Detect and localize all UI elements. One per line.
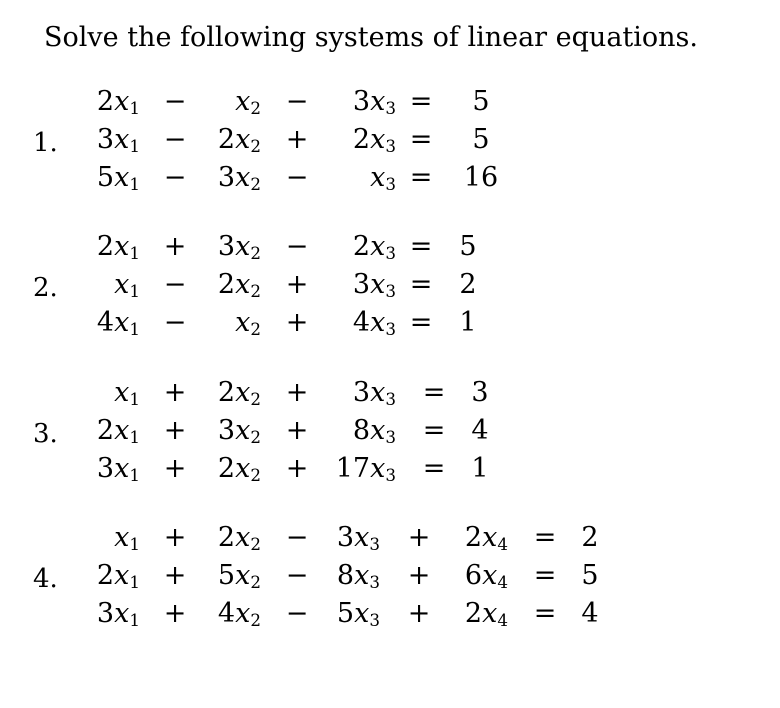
- equals-sign: =: [409, 86, 433, 117]
- term-3: [337, 522, 380, 553]
- coefficient: 3: [352, 269, 371, 300]
- term-3: [337, 560, 380, 591]
- variable: x: [235, 269, 251, 300]
- subscript: 3: [385, 465, 396, 486]
- subscript: 3: [385, 136, 396, 157]
- equals-sign: =: [409, 269, 433, 300]
- right-hand-side: 5: [472, 124, 490, 155]
- equation-row: [0, 373, 780, 413]
- operator: +: [285, 415, 309, 446]
- variable: x: [114, 377, 130, 408]
- equation-row: [0, 594, 780, 634]
- right-hand-side: 16: [463, 162, 499, 193]
- variable: x: [114, 231, 130, 262]
- variable: x: [235, 453, 251, 484]
- variable: x: [235, 377, 251, 408]
- subscript: 1: [129, 534, 140, 555]
- variable: x: [370, 86, 386, 117]
- variable: x: [235, 231, 251, 262]
- term-4: [465, 522, 508, 553]
- coefficient: 3: [352, 86, 371, 117]
- operator: +: [163, 453, 187, 484]
- variable: x: [370, 162, 386, 193]
- right-hand-side: 5: [581, 560, 599, 591]
- subscript: 2: [250, 281, 261, 302]
- term-1: [114, 269, 140, 300]
- subscript: 3: [369, 534, 380, 555]
- coefficient: 2: [96, 231, 115, 262]
- variable: x: [114, 598, 130, 629]
- subscript: 1: [129, 281, 140, 302]
- subscript: 4: [497, 610, 508, 631]
- subscript: 3: [385, 319, 396, 340]
- variable: x: [114, 162, 130, 193]
- term-3: [337, 598, 380, 629]
- operator: −: [163, 124, 187, 155]
- subscript: 1: [129, 174, 140, 195]
- variable: x: [370, 377, 386, 408]
- right-hand-side: 5: [472, 86, 490, 117]
- term-4: [465, 598, 508, 629]
- equals-sign: =: [422, 377, 446, 408]
- variable: x: [114, 522, 130, 553]
- term-4: [465, 560, 508, 591]
- coefficient: 2: [217, 522, 236, 553]
- operator: +: [285, 269, 309, 300]
- subscript: 1: [129, 243, 140, 264]
- coefficient: 2: [464, 598, 483, 629]
- coefficient: 5: [336, 598, 355, 629]
- term-1: [97, 124, 140, 155]
- equation-row: [0, 411, 780, 451]
- right-hand-side: 2: [459, 269, 477, 300]
- subscript: 2: [250, 610, 261, 631]
- operator: +: [163, 560, 187, 591]
- coefficient: 2: [96, 560, 115, 591]
- variable: x: [370, 231, 386, 262]
- term-2: [218, 560, 261, 591]
- subscript: 1: [129, 136, 140, 157]
- coefficient: 4: [96, 307, 115, 338]
- term-3: [353, 124, 396, 155]
- coefficient: 2: [217, 453, 236, 484]
- term-1: [97, 560, 140, 591]
- subscript: 2: [250, 98, 261, 119]
- equals-sign: =: [422, 453, 446, 484]
- variable: x: [235, 162, 251, 193]
- coefficient: 4: [352, 307, 371, 338]
- term-1: [114, 522, 140, 553]
- equals-sign: =: [409, 162, 433, 193]
- subscript: 2: [250, 174, 261, 195]
- term-3: [353, 269, 396, 300]
- operator: +: [163, 231, 187, 262]
- term-2: [218, 124, 261, 155]
- coefficient: 5: [96, 162, 115, 193]
- variable: x: [370, 269, 386, 300]
- variable: x: [235, 307, 251, 338]
- operator: −: [285, 560, 309, 591]
- subscript: 2: [250, 319, 261, 340]
- term-3: [353, 415, 396, 446]
- variable: x: [235, 86, 251, 117]
- term-2: [218, 377, 261, 408]
- subscript: 3: [369, 610, 380, 631]
- coefficient: 3: [96, 453, 115, 484]
- operator: −: [163, 162, 187, 193]
- operator: −: [285, 162, 309, 193]
- term-3: [353, 86, 396, 117]
- operator: −: [285, 598, 309, 629]
- coefficient: 8: [336, 560, 355, 591]
- variable: x: [482, 560, 498, 591]
- coefficient: 3: [217, 415, 236, 446]
- equals-sign: =: [409, 231, 433, 262]
- coefficient: 2: [217, 269, 236, 300]
- subscript: 1: [129, 389, 140, 410]
- variable: x: [235, 415, 251, 446]
- equation-row: [0, 227, 780, 267]
- variable: x: [235, 560, 251, 591]
- subscript: 3: [385, 243, 396, 264]
- problem-number: 3.: [33, 419, 58, 449]
- term-2: [235, 86, 261, 117]
- subscript: 1: [129, 610, 140, 631]
- equation-row: [0, 556, 780, 596]
- term-2: [218, 162, 261, 193]
- variable: x: [114, 307, 130, 338]
- operator: +: [285, 124, 309, 155]
- term-1: [97, 453, 140, 484]
- coefficient: 4: [217, 598, 236, 629]
- term-3: [370, 162, 396, 193]
- coefficient: 2: [217, 124, 236, 155]
- term-1: [97, 307, 140, 338]
- coefficient: 2: [352, 124, 371, 155]
- subscript: 3: [385, 98, 396, 119]
- variable: x: [114, 453, 130, 484]
- subscript: 1: [129, 98, 140, 119]
- equation-row: [0, 158, 780, 198]
- operator: +: [407, 560, 431, 591]
- operator: −: [163, 86, 187, 117]
- term-2: [218, 231, 261, 262]
- operator: +: [407, 522, 431, 553]
- equals-sign: =: [533, 560, 557, 591]
- term-1: [97, 231, 140, 262]
- operator: +: [163, 377, 187, 408]
- operator: +: [163, 415, 187, 446]
- subscript: 1: [129, 572, 140, 593]
- subscript: 1: [129, 465, 140, 486]
- term-1: [97, 162, 140, 193]
- right-hand-side: 4: [581, 598, 599, 629]
- equals-sign: =: [409, 307, 433, 338]
- coefficient: 2: [352, 231, 371, 262]
- equals-sign: =: [422, 415, 446, 446]
- subscript: 4: [497, 534, 508, 555]
- operator: +: [163, 522, 187, 553]
- variable: x: [114, 269, 130, 300]
- coefficient: 3: [96, 598, 115, 629]
- right-hand-side: 2: [581, 522, 599, 553]
- operator: +: [407, 598, 431, 629]
- term-2: [235, 307, 261, 338]
- equation-row: [0, 303, 780, 343]
- equals-sign: =: [409, 124, 433, 155]
- problem-number: 1.: [33, 128, 58, 158]
- equation-row: [0, 518, 780, 558]
- equation-row: [0, 82, 780, 122]
- coefficient: 8: [352, 415, 371, 446]
- term-2: [218, 453, 261, 484]
- coefficient: 6: [464, 560, 483, 591]
- operator: +: [285, 453, 309, 484]
- operator: +: [163, 598, 187, 629]
- coefficient: 2: [217, 377, 236, 408]
- variable: x: [354, 598, 370, 629]
- problem-number: 4.: [33, 564, 58, 594]
- variable: x: [235, 598, 251, 629]
- right-hand-side: 4: [471, 415, 489, 446]
- equals-sign: =: [533, 522, 557, 553]
- term-3: [353, 307, 396, 338]
- subscript: 2: [250, 534, 261, 555]
- variable: x: [354, 560, 370, 591]
- variable: x: [114, 560, 130, 591]
- term-1: [97, 598, 140, 629]
- subscript: 2: [250, 243, 261, 264]
- coefficient: 3: [96, 124, 115, 155]
- subscript: 3: [385, 389, 396, 410]
- coefficient: 2: [96, 415, 115, 446]
- coefficient: 3: [336, 522, 355, 553]
- equation-row: [0, 120, 780, 160]
- subscript: 1: [129, 427, 140, 448]
- variable: x: [235, 522, 251, 553]
- variable: x: [482, 522, 498, 553]
- variable: x: [235, 124, 251, 155]
- term-2: [218, 415, 261, 446]
- equation-row: [0, 449, 780, 489]
- subscript: 1: [129, 319, 140, 340]
- operator: −: [163, 269, 187, 300]
- coefficient: 3: [217, 162, 236, 193]
- subscript: 2: [250, 465, 261, 486]
- subscript: 3: [369, 572, 380, 593]
- operator: −: [285, 522, 309, 553]
- coefficient: 5: [217, 560, 236, 591]
- right-hand-side: 1: [459, 307, 477, 338]
- variable: x: [114, 86, 130, 117]
- variable: x: [370, 453, 386, 484]
- variable: x: [370, 307, 386, 338]
- operator: −: [163, 307, 187, 338]
- operator: −: [285, 86, 309, 117]
- right-hand-side: 5: [459, 231, 477, 262]
- page-title: Solve the following systems of linear equations.: [44, 22, 698, 53]
- variable: x: [370, 124, 386, 155]
- subscript: 3: [385, 427, 396, 448]
- coefficient: 3: [217, 231, 236, 262]
- right-hand-side: 1: [471, 453, 489, 484]
- term-3: [353, 231, 396, 262]
- term-2: [218, 598, 261, 629]
- subscript: 3: [385, 281, 396, 302]
- subscript: 2: [250, 427, 261, 448]
- coefficient: 3: [352, 377, 371, 408]
- term-1: [97, 415, 140, 446]
- operator: −: [285, 231, 309, 262]
- subscript: 2: [250, 136, 261, 157]
- subscript: 2: [250, 572, 261, 593]
- equals-sign: =: [533, 598, 557, 629]
- problem-number: 2.: [33, 273, 58, 303]
- operator: +: [285, 307, 309, 338]
- subscript: 3: [385, 174, 396, 195]
- term-1: [114, 377, 140, 408]
- term-3: [336, 453, 396, 484]
- variable: x: [114, 415, 130, 446]
- term-1: [97, 86, 140, 117]
- subscript: 2: [250, 389, 261, 410]
- variable: x: [482, 598, 498, 629]
- coefficient: 17: [335, 453, 371, 484]
- variable: x: [370, 415, 386, 446]
- right-hand-side: 3: [471, 377, 489, 408]
- variable: x: [354, 522, 370, 553]
- coefficient: 2: [96, 86, 115, 117]
- term-3: [353, 377, 396, 408]
- variable: x: [114, 124, 130, 155]
- subscript: 4: [497, 572, 508, 593]
- term-2: [218, 269, 261, 300]
- operator: +: [285, 377, 309, 408]
- coefficient: 2: [464, 522, 483, 553]
- equation-row: [0, 265, 780, 305]
- term-2: [218, 522, 261, 553]
